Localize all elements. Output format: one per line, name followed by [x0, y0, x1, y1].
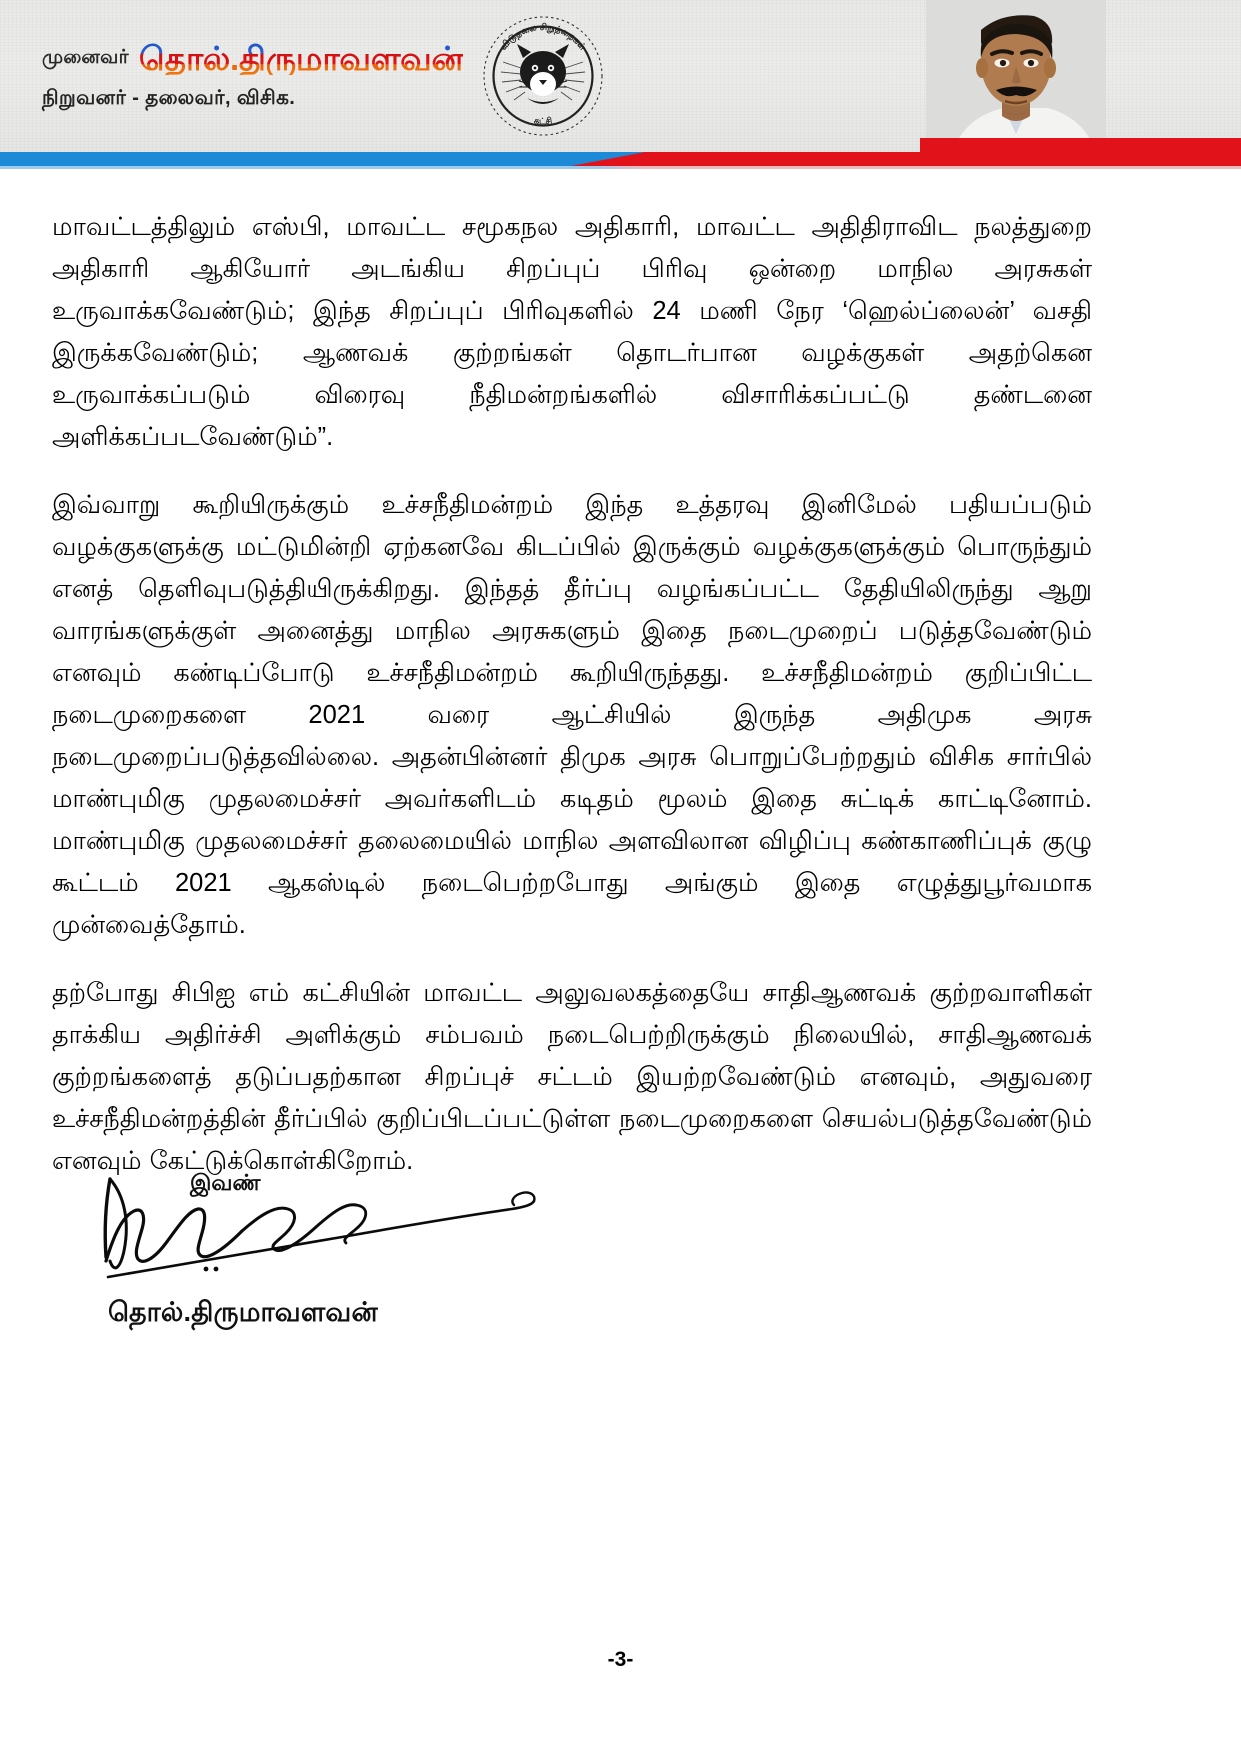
vck-tiger-emblem-icon: [481, 14, 605, 138]
svg-text:கட்சி: கட்சி: [533, 115, 553, 127]
body-paragraph-3: தற்போது சிபிஐ எம் கட்சியின் மாவட்ட அலுவலகத்தையே சாதிஆணவக் குற்றவாளிகள் தாக்கிய அதிர்ச்சி அளிக்கும் சம்பவம் நடைபெற்றிருக்கும் நிலையில், சாதிஆணவக் குற்றங்களைத் தடுப்பதற்கான சிறப்புச் சட்டம் இயற்றவேண்டும் எனவும், அதுவரை உச்சநீதிமன்றத்தின் தீர்ப்பில் குறிப்பிடப்பட்டுள்ள நடைமுறைகளை செயல்படுத்தவேண்டும் எனவும் கேட்டுக்கொள்கிறோம்.: [52, 979, 1092, 1175]
svg-text:விடுதலை சிறுத்தைகள்: விடுதலை சிறுத்தைகள்: [497, 21, 589, 53]
signature-name: தொல்.திருமாவளவன்: [108, 1297, 378, 1327]
document-body: [52, 206, 1092, 1182]
handwritten-signature: [80, 1165, 600, 1295]
letterhead-name-block: [42, 42, 462, 112]
body-paragraph-1: மாவட்டத்திலும் எஸ்பி, மாவட்ட சமூகநல அதிகாரி, மாவட்ட அதிதிராவிட நலத்துறை அதிகாரி ஆகியோர் அடங்கிய சிறப்புப் பிரிவு ஒன்றை மாநில அரசுகள் உருவாக்கவேண்டும்; இந்த சிறப்புப் பிரிவுகளில் 24 மணி நேர ‘ஹெல்ப்லைன்’ வசதி இருக்கவேண்டும்; ஆணவக் குற்றங்கள் தொடர்பான வழக்குகள் அதற்கென உருவாக்கப்படும் விரைவு நீதிமன்றங்களில் விசாரிக்கப்பட்டு தண்டனை அளிக்கப்படவேண்டும்”.: [52, 213, 1092, 451]
page-number: -3-: [607, 1648, 634, 1671]
signature-salutation: இவண்: [190, 1170, 261, 1195]
body-paragraph-2: இவ்வாறு கூறியிருக்கும் உச்சநீதிமன்றம் இந்த உத்தரவு இனிமேல் பதியப்படும் வழக்குகளுக்கு மட்டுமின்றி ஏற்கனவே கிடப்பில் இருக்கும் வழக்குகளுக்கும் பொருந்தும் எனத் தெளிவுபடுத்தியிருக்கிறது. இந்தத் தீர்ப்பு வழங்கப்பட்ட தேதியிலிருந்து ஆறு வாரங்களுக்குள் அனைத்து மாநில அரசுகளும் இதை நடைமுறைப் படுத்தவேண்டும் எனவும் கண்டிப்போடு உச்சநீதிமன்றம் கூறியிருந்தது. உச்சநீதிமன்றம் குறிப்பிட்ட நடைமுறைகளை 2021 வரை ஆட்சியில் இருந்த அதிமுக அரசு நடைமுறைப்படுத்தவில்லை. அதன்பின்னர் திமுக அரசு பொறுப்பேற்றதும் விசிக சார்பில் மாண்புமிகு முதலமைச்சர் அவர்களிடம் கடிதம் மூலம் இதை சுட்டிக் காட்டினோம். மாண்புமிகு முதலமைச்சர் தலைமையில் மாநில அளவிலான விழிப்பு கண்காணிப்புக் குழு கூட்டம் 2021 ஆகஸ்டில் நடைபெற்றபோது அங்கும் இதை எழுத்துபூர்வமாக முன்வைத்தோம்.: [52, 491, 1092, 939]
letterhead-thin-rule: [0, 166, 1241, 169]
signature-block: [80, 1155, 640, 1355]
letterhead-name: தொல்.திருமாவளவன்: [138, 40, 464, 77]
leader-portrait-photo: [926, 0, 1106, 152]
letterhead-prefix: முனைவர்: [42, 47, 129, 68]
letterhead-banner: [0, 0, 1241, 152]
letterhead-red-rule-top: [920, 138, 1241, 152]
letterhead-designation: நிறுவனர் - தலைவர், விசிக.: [42, 87, 296, 109]
